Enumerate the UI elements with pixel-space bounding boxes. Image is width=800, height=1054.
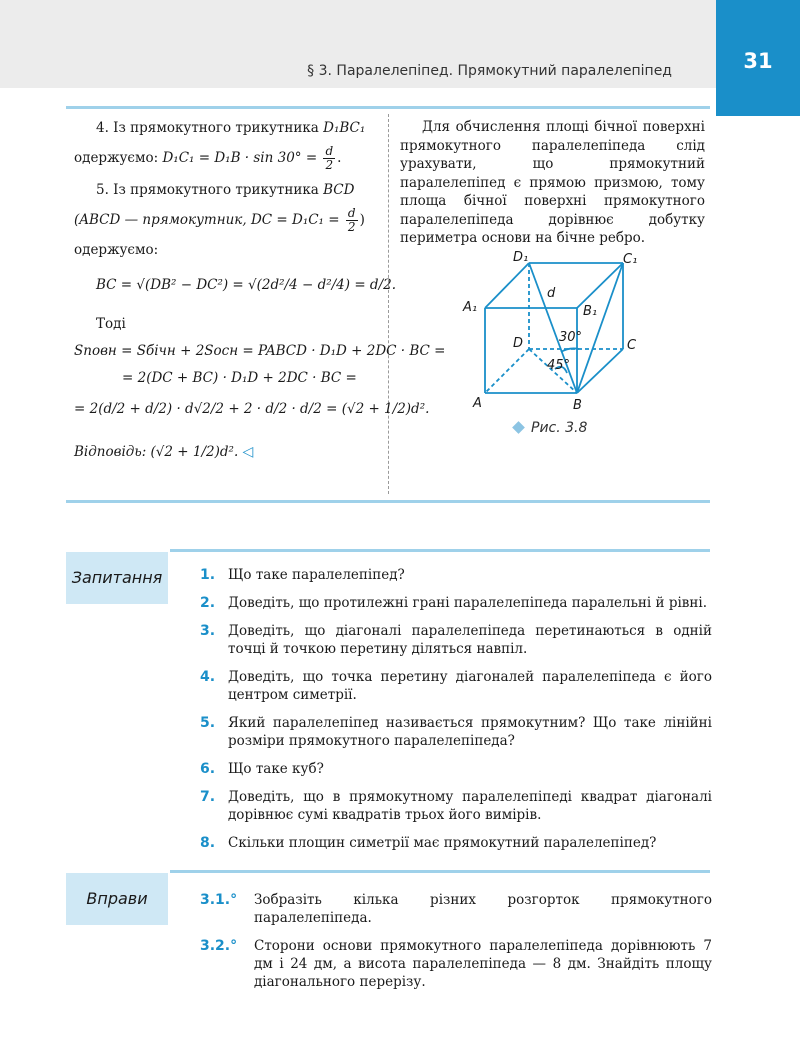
label-c: C [627,338,637,353]
step-4: 4. Із прямокутного трикутника D₁BC₁ [96,120,366,136]
diagonal-d1b [529,263,577,393]
list-item: 4. Доведіть, що точка перетину діагоналей паралелепіпеда є його центром симетрії. [200,669,712,703]
figure-caption: Рис. 3.8 [514,420,587,436]
fraction: $\frac{d}{2}$ [325,144,334,172]
side-note-text: Для обчислення площі бічної поверхні прямокутного паралелепіпеда слід урахувати, що прямокутний паралелепіпед є прямою призмою, тому площа бічної поверхні прямокутного паралелепіпеда дорівнює добутку периметра основи на бічне ребро. [400,119,705,246]
list-item: 8. Скільки площин симетрії має прямокутний паралелепіпед? [200,835,657,851]
label-a: A [473,396,482,411]
label-b: B [573,398,582,413]
step-5-condition: (ABCD — прямокутник, DC = D₁C₁ = $\frac{d}{2}$ ) [74,206,365,234]
list-item: 7. Доведіть, що в прямокутному паралелепіпеді квадрат діагоналі дорівнює сумі квадратів трьох його вимірів. [200,789,712,823]
label-d: D [513,336,524,351]
side-note-column [400,118,705,248]
label-angle-45: 45° [547,358,571,373]
list-item: 3.2.° Сторони основи прямокутного паралелепіпеда дорівнюють 7 дм і 24 дм, а висота паралелепіпеда — 8 дм. Знайдіть площу діагонального перерізу. [200,938,712,990]
fraction: $\frac{d}{2}$ [347,206,356,234]
questions-label: Запитання [66,552,168,604]
exercises-label: Вправи [66,873,168,925]
label-c1: C₁ [623,252,638,267]
list-item: 5. Який паралелепіпед називається прямокутним? Що таке лінійні розміри прямокутного паралелепіпеда? [200,715,712,749]
list-item: 2. Доведіть, що протилежні грані паралелепіпеда паралельні й рівні. [200,595,707,611]
diamond-icon [512,421,525,434]
edge-a1d1 [485,263,529,308]
label-b1: B₁ [583,304,598,319]
page-number: 31 [716,0,800,116]
figure-3-8 [455,245,655,415]
edge-c1b1 [577,263,623,308]
section-rule [66,500,710,503]
list-item: 6. Що таке куб? [200,761,324,777]
step-5: 5. Із прямокутного трикутника BCD [96,182,355,198]
label-d1: D₁ [513,250,529,265]
label-a1: A₁ [463,300,478,315]
questions-list [200,566,712,862]
running-title: § 3. Паралелепіпед. Прямокутний паралелепіпед [307,63,672,79]
questions-rule [170,549,710,552]
step-4-formula: одержуємо: D₁C₁ = D₁B · sin 30° = $\frac{d}{2}$ . [74,144,342,172]
step-5-result-intro: одержуємо: [74,242,159,258]
end-of-solution-icon: ◁ [242,444,254,460]
list-item: 3. Доведіть, що діагоналі паралелепіпеда перетинаються в одній точці й точкою перетину діляться навпіл. [200,623,712,657]
exercises-list [200,891,712,1001]
todi: Тоді [96,316,126,332]
exercises-rule [170,870,710,873]
area-formula-line-2: = 2(DC + BC) · D₁D + 2DC · BC = [122,370,357,386]
area-formula-line-1: Sповн = Sбічн + 2Sосн = PABCD · D₁D + 2DC · BC = [74,343,446,359]
diagonal-c1b [577,263,623,393]
label-angle-30: 30° [559,330,583,345]
solution-column [74,118,446,463]
answer: Відповідь: (√2 + 1/2)d². ◁ [74,444,254,460]
column-divider [388,114,389,494]
bc-formula: BC = √(DB² − DC²) = √(2d²/4 − d²/4) = d/2. [96,277,397,293]
area-formula-line-3: = 2(d/2 + d/2) · d√2/2 + 2 · d/2 · d/2 = (√2 + 1/2)d². [74,401,430,417]
top-rule [66,106,710,109]
list-item: 3.1.° Зобразіть кілька різних розгорток прямокутного паралелепіпеда. [200,892,712,926]
edge-da [485,349,529,393]
label-d: d [547,286,556,301]
list-item: 1. Що таке паралелепіпед? [200,567,405,583]
